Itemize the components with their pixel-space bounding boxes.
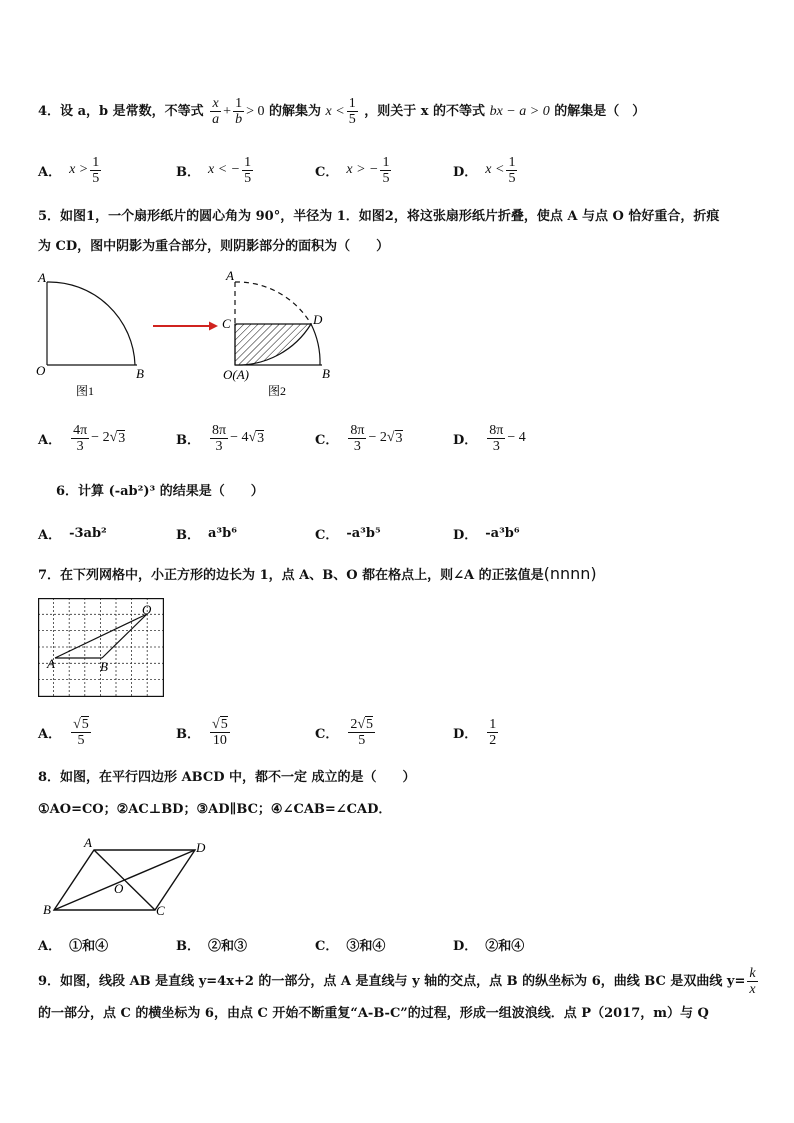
question-4-options — [38, 150, 758, 190]
q5-option-c[interactable]: C． $\frac{8\pi}{3}$ − 2 √ 3 — [315, 422, 403, 454]
q8-label-d: D — [196, 840, 206, 855]
q5-fig1-label-o: O — [36, 363, 46, 378]
question-8-stem — [38, 767, 764, 821]
q8-label-b: B — [43, 902, 51, 917]
q4-text-b: 的解集为 — [269, 104, 322, 119]
q5-fig1-label-a: A — [38, 270, 46, 285]
question-7-options — [38, 712, 758, 752]
q4-option-c[interactable]: C． x > − $\frac{1}{5}$ — [315, 154, 390, 186]
q8-conditions: ①AO=CO；②AC⊥BD；③AD∥BC；④∠CAB=∠CAD． — [38, 802, 392, 817]
q4-sol-frac: $\frac{1}{5}$ — [348, 96, 356, 127]
q4-option-b[interactable]: B． x < − $\frac{1}{5}$ — [176, 154, 252, 186]
q6-option-b[interactable]: B． a³b⁶ — [176, 525, 237, 543]
q7-option-b[interactable]: B． $\frac{√5}{10}$ — [176, 716, 228, 748]
q7-option-a[interactable]: A． $\frac{√5}{5}$ — [38, 716, 89, 748]
q4-frac-1-over-b: $\frac{1}{b}$ — [235, 96, 243, 127]
q5-figure-1 — [36, 270, 144, 398]
question-5-stem — [38, 206, 764, 258]
q5-fig2-label-d: D — [313, 312, 323, 327]
q7-stem-tail: (nnnn) — [543, 564, 597, 583]
q6-option-c[interactable]: C． -a³b⁵ — [315, 525, 381, 543]
q7-grid-figure — [38, 598, 166, 698]
q6-option-d[interactable]: D． -a³b⁶ — [453, 525, 520, 543]
q5-fig2-label-c: C — [222, 316, 231, 331]
q4-ineq2: bx − a > 0 — [489, 104, 550, 119]
q4-text-d: 的解集是（ ） — [554, 104, 646, 119]
question-8-options — [38, 924, 758, 964]
q8-label-o: O — [114, 881, 124, 896]
q5-line1: 5．如图1，一个扇形纸片的圆心角为 90°，半径为 1．如图2，将这张扇形纸片折叠，使点 A 与点 O 恰好重合，折痕 — [38, 209, 720, 224]
question-9-stem — [38, 966, 764, 1025]
q5-arrow-icon — [153, 322, 218, 331]
q8-option-a[interactable]: A． ①和④ — [38, 938, 109, 954]
question-6-stem: 6．计算 (-ab²)³ 的结果是（ ） — [56, 484, 264, 499]
q5-fig1-caption: 图1 — [76, 384, 95, 398]
q8-label-c: C — [156, 903, 165, 918]
q5-fig1-label-b: B — [136, 366, 144, 381]
q7-label-a: A — [47, 656, 55, 671]
q6-option-a[interactable]: A． -3ab² — [38, 525, 107, 543]
q7-stem-text: 7．在下列网格中，小正方形的边长为 1，点 A、B、O 都在格点上，则∠A 的正弦值是 — [38, 568, 544, 583]
q7-label-b: B — [100, 659, 108, 674]
q5-fig2-label-b: B — [322, 366, 330, 381]
q4-ineq1-tail: > 0 — [246, 104, 265, 119]
q8-label-a: A — [84, 835, 92, 850]
q4-text-a: 4．设 a，b 是常数，不等式 — [38, 104, 204, 119]
q8-stem-text: 8．如图，在平行四边形 ABCD 中，都不一定 成立的是（ ） — [38, 770, 416, 785]
q5-fig2-caption: 图2 — [268, 384, 287, 398]
question-6-options — [38, 513, 758, 553]
question-4-stem: 4．设 a，b 是常数，不等式 $\frac{x}{a}$ + $\frac{1}{b}$ > 0 的解集为 x < $\frac{1}{5}$ ，则关于 x 的不等式 bx − a > 0 的解集是（ ） — [38, 96, 646, 127]
q9-frac-k-over-x: $\frac{k}{x}$ — [749, 966, 756, 997]
q7-label-o: O — [142, 602, 152, 617]
question-7-stem — [38, 563, 764, 587]
q8-parallelogram-figure — [38, 834, 228, 922]
q5-option-b[interactable]: B． $\frac{8\pi}{3}$ − 4 √ 3 — [176, 422, 265, 454]
question-5-options — [38, 418, 758, 458]
q5-figure-2 — [222, 268, 330, 398]
q5-option-d[interactable]: D． $\frac{8\pi}{3}$ − 4 — [453, 422, 526, 454]
q9-line2: 的一部分，点 C 的横坐标为 6，由点 C 开始不断重复“A-B-C”的过程，形成一组波浪线．点 P（2017，m）与 Q — [38, 1006, 709, 1021]
q7-option-d[interactable]: D． $\frac{1}{2}$ — [453, 716, 497, 748]
q4-option-d[interactable]: D． x < $\frac{1}{5}$ — [453, 154, 516, 186]
q5-fig2-label-oa: O(A) — [223, 367, 249, 382]
q5-figures — [30, 262, 350, 402]
q5-option-a[interactable]: A． $\frac{4\pi}{3}$ − 2 √ 3 — [38, 422, 126, 454]
q8-option-b[interactable]: B． ②和③ — [176, 938, 248, 954]
q8-option-c[interactable]: C． ③和④ — [315, 938, 386, 954]
q5-line2: 为 CD，图中阴影为重合部分，则阴影部分的面积为（ ） — [38, 239, 390, 254]
q4-frac-x-over-a: $\frac{x}{a}$ — [212, 96, 220, 127]
q8-option-d[interactable]: D． ②和④ — [453, 938, 525, 954]
q9-line1: 9．如图，线段 AB 是直线 y=4x+2 的一部分，点 A 是直线与 y 轴的交点，点 B 的纵坐标为 6，曲线 BC 是双曲线 y= $\frac{k}{x}$ — [38, 966, 756, 997]
q7-option-c[interactable]: C． $\frac{2√5}{5}$ — [315, 716, 374, 748]
q4-text-c: ，则关于 x 的不等式 — [364, 104, 486, 119]
q4-sol-lhs: x < — [325, 104, 345, 119]
q5-fig2-label-a: A — [226, 268, 234, 283]
q4-option-a[interactable]: A． x > $\frac{1}{5}$ — [38, 154, 100, 186]
